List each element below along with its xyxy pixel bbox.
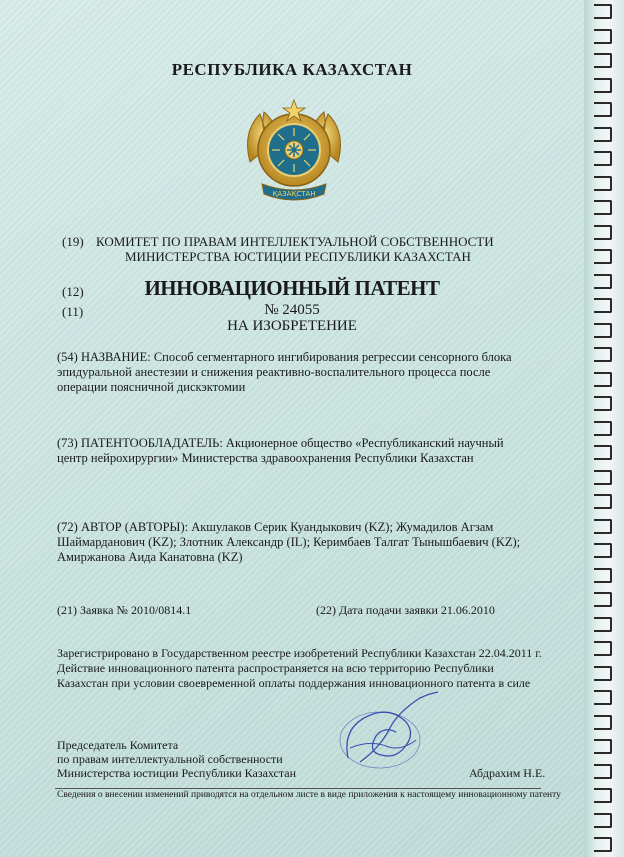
- binding-ring: [594, 666, 612, 681]
- number-code: (11): [62, 304, 84, 319]
- binding-ring: [594, 396, 612, 411]
- binding-ring: [594, 837, 612, 852]
- binding-ring: [594, 29, 612, 44]
- binding-ring: [594, 372, 612, 387]
- committee-code: (19): [62, 234, 84, 249]
- state-emblem-icon: [240, 92, 348, 210]
- binding-ring: [594, 102, 612, 117]
- binding-ring: [594, 641, 612, 656]
- binding-ring: [594, 200, 612, 215]
- signature-icon: [320, 688, 450, 778]
- invention-name-label: (54) НАЗВАНИЕ:: [57, 350, 151, 364]
- invention-name: [57, 350, 529, 395]
- invention-name-text: Способ сегментарного ингибирования регрессии сенсорного блока эпидуральной анестезии и снижения реактивно-воспалительного процесса после операции поясничной дискэктомии: [57, 350, 512, 394]
- binding-ring: [594, 151, 612, 166]
- binding-ring: [594, 225, 612, 240]
- binding-ring: [594, 127, 612, 142]
- country-heading: РЕСПУБЛИКА КАЗАХСТАН: [171, 60, 413, 79]
- binding-ring: [594, 764, 612, 779]
- binding-ring: [594, 788, 612, 803]
- binding-ring: [594, 715, 612, 730]
- signatory-line3: Министерства юстиции Республики Казахстан: [57, 766, 297, 780]
- committee-line2: МИНИСТЕРСТВА ЮСТИЦИИ РЕСПУБЛИКИ КАЗАХСТАН: [125, 249, 471, 264]
- footer-note: Сведения о внесении изменений приводятся на отдельном листе в виде приложения к настоящему инновационному патенту: [57, 790, 561, 800]
- binding-ring: [594, 274, 612, 289]
- authors-text: Акшулаков Серик Куандыкович (KZ); Жумадилов Агзам Шаймарданович (KZ); Злотник Александр (IL); Керимбаев Талгат Тынышбаевич (KZ); Амиржанова Аида Канатовна (KZ): [57, 520, 521, 564]
- patent-holder-label: (73) ПАТЕНТООБЛАДАТЕЛЬ:: [57, 436, 223, 450]
- binding-ring: [594, 323, 612, 338]
- binding-ring: [594, 298, 612, 313]
- emblem-ribbon-text: ҚАЗАҚСТАН: [272, 190, 316, 198]
- application-number: (21) Заявка № 2010/0814.1: [57, 603, 192, 617]
- binding-ring: [594, 421, 612, 436]
- committee-line1: КОМИТЕТ ПО ПРАВАМ ИНТЕЛЛЕКТУАЛЬНОЙ СОБСТВЕННОСТИ: [96, 234, 494, 249]
- binding-ring: [594, 813, 612, 828]
- patent-holder-text: Акционерное общество «Республиканский научный центр нейрохирургии» Министерства здравоохранения Республики Казахстан: [57, 436, 504, 465]
- binding-ring: [594, 470, 612, 485]
- patent-holder: [57, 436, 529, 466]
- authors: [57, 520, 529, 565]
- binding-ring: [594, 78, 612, 93]
- binding-spine: [584, 0, 624, 857]
- binding-ring: [594, 592, 612, 607]
- binding-ring: [594, 617, 612, 632]
- registration-line2: Действие инновационного патента распространяется на всю территорию Республики: [57, 661, 494, 675]
- binding-ring: [594, 53, 612, 68]
- binding-ring: [594, 690, 612, 705]
- binding-ring: [594, 176, 612, 191]
- binding-ring: [594, 445, 612, 460]
- footer-divider: [55, 788, 541, 789]
- binding-ring: [594, 568, 612, 583]
- patent-number: № 24055: [264, 302, 320, 318]
- binding-ring: [594, 494, 612, 509]
- binding-ring: [594, 4, 612, 19]
- patent-title: ИННОВАЦИОННЫЙ ПАТЕНТ: [144, 276, 440, 300]
- registration-line1: Зарегистрировано в Государственном реестре изобретений Республики Казахстан 22.04.2011 г.: [57, 646, 542, 660]
- signatory-line2: по правам интеллектуальной собственности: [57, 752, 283, 766]
- binding-ring: [594, 739, 612, 754]
- binding-ring: [594, 519, 612, 534]
- binding-ring: [594, 249, 612, 264]
- application-date: (22) Дата подачи заявки 21.06.2010: [316, 603, 495, 617]
- title-code: (12): [62, 284, 84, 299]
- authors-label: (72) АВТОР (АВТОРЫ):: [57, 520, 189, 534]
- signatory-name: Абдрахим Н.Е.: [469, 766, 546, 780]
- patent-kind: НА ИЗОБРЕТЕНИЕ: [227, 318, 357, 334]
- binding-ring: [594, 347, 612, 362]
- binding-ring: [594, 543, 612, 558]
- signatory-line1: Председатель Комитета: [57, 738, 179, 752]
- registration-line3: Казахстан при условии своевременной оплаты поддержания инновационного патента в силе: [57, 676, 531, 690]
